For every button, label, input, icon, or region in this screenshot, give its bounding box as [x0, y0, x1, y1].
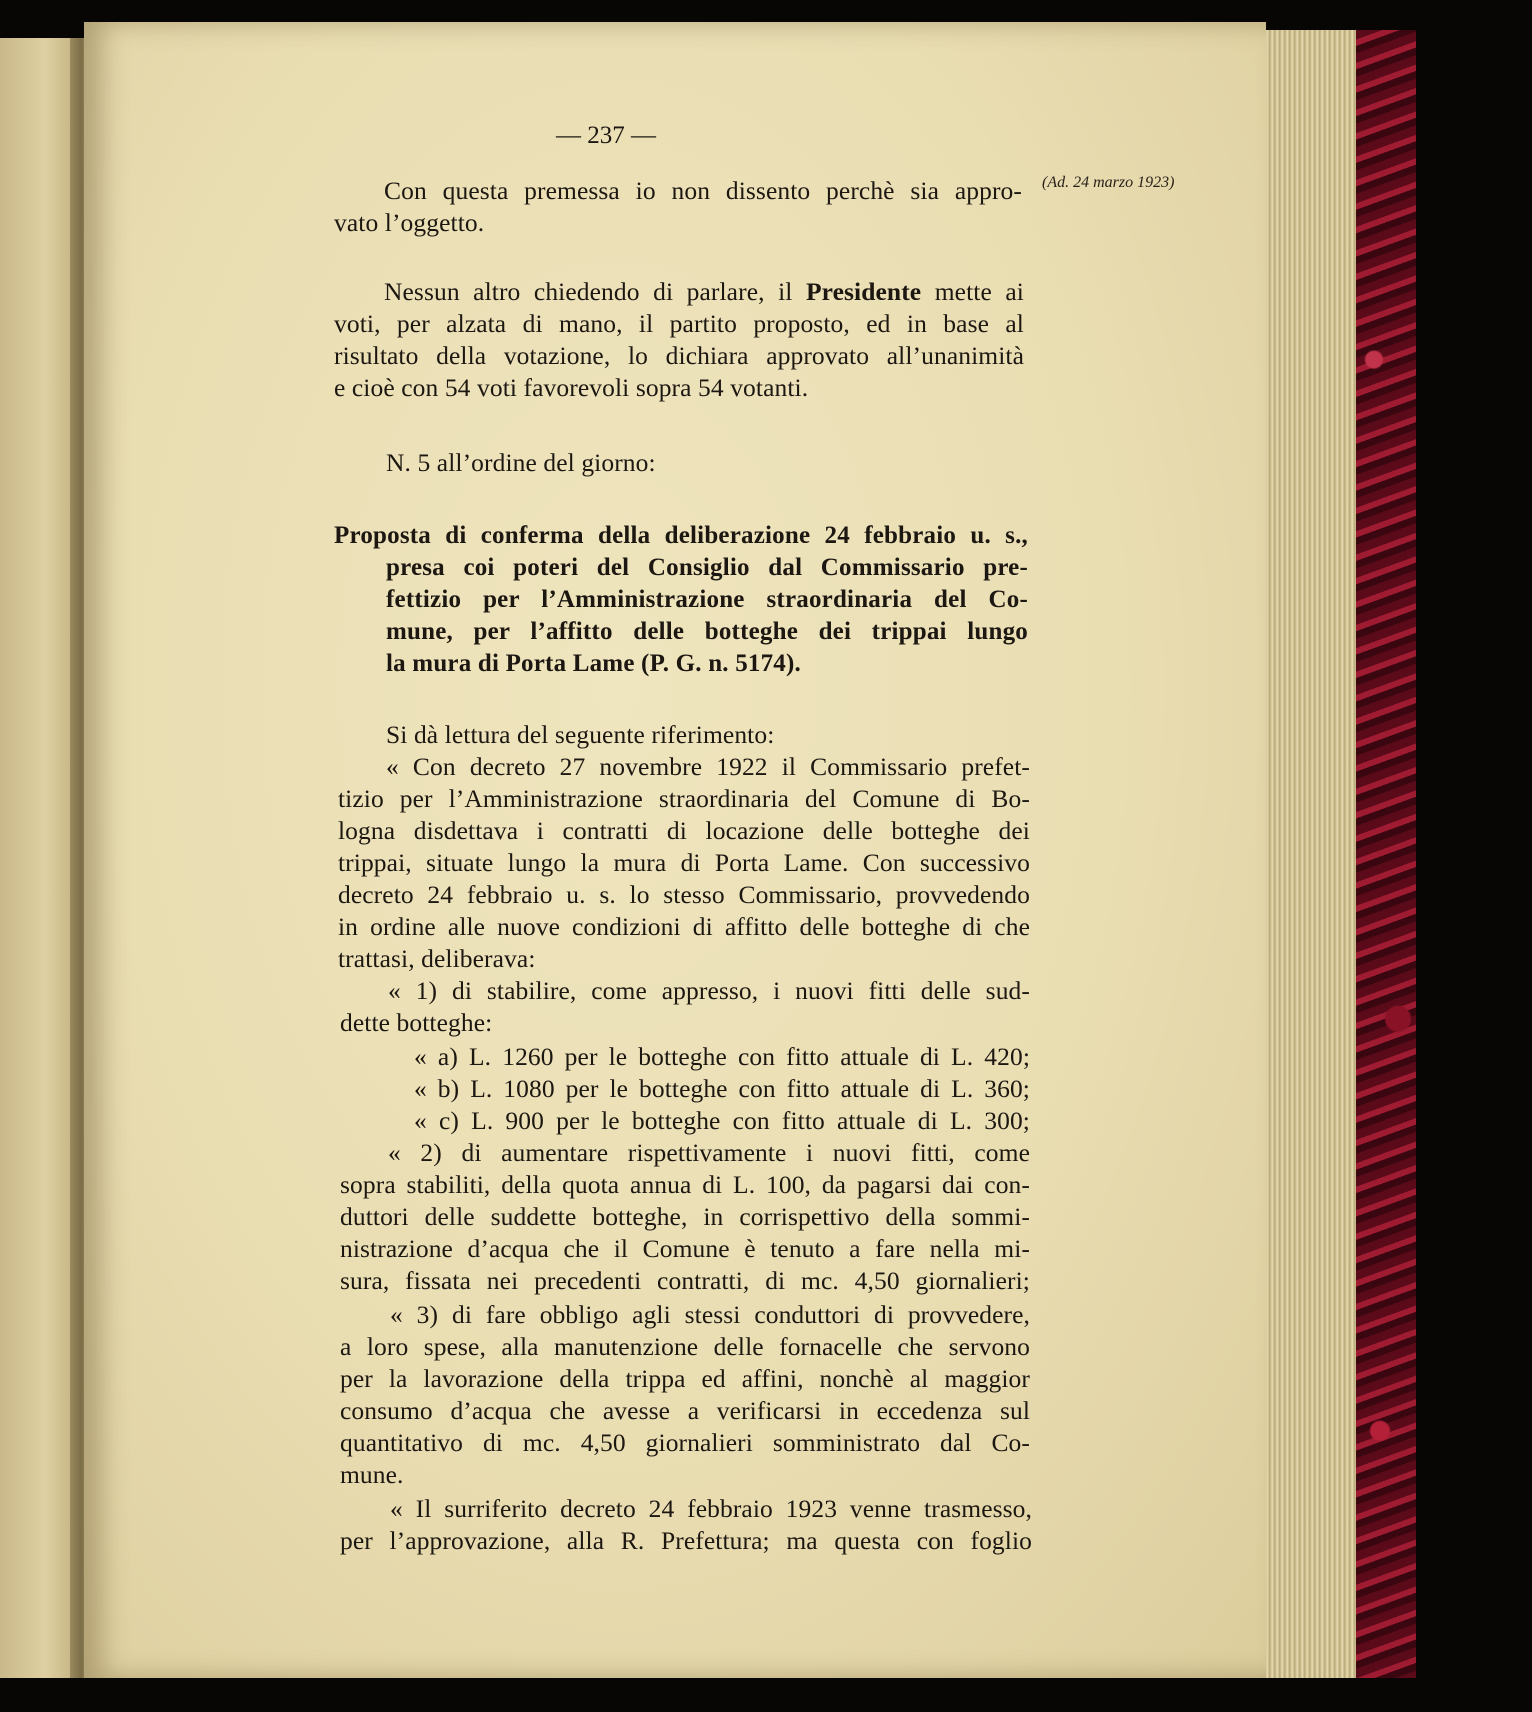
text-line: tizio per l’Amministrazione straordinaria del Comune di Bo-: [338, 784, 1030, 813]
text-line: sura, fissata nei precedenti contratti, di mc. 4,50 giornalieri;: [340, 1266, 1030, 1295]
text-line: trattasi, deliberava:: [338, 944, 536, 973]
rent-item-a: « a) L. 1260 per le botteghe con fitto attuale di L. 420;: [414, 1042, 1030, 1071]
text-line: « 3) di fare obbligo agli stessi conduttori di provvedere,: [390, 1300, 1030, 1329]
page-stack-edge: [1266, 30, 1358, 1678]
text-line: voti, per alzata di mano, il partito proposto, ed in base al: [334, 309, 1024, 338]
text-line: sopra stabiliti, della quota annua di L. 100, da pagarsi dai con-: [340, 1170, 1030, 1199]
agenda-heading-line: Proposta di conferma della deliberazione 24 febbraio u. s.,: [334, 522, 1028, 549]
text-line: dette botteghe:: [340, 1008, 493, 1037]
marbled-binding: [1356, 30, 1416, 1678]
rent-item-b: « b) L. 1080 per le botteghe con fitto attuale di L. 360;: [414, 1074, 1030, 1103]
agenda-heading-line: presa coi poteri del Consiglio dal Commissario pre-: [386, 554, 1028, 581]
text-line: nistrazione d’acqua che il Comune è tenuto a fare nella mi-: [340, 1234, 1030, 1263]
margin-date-note: (Ad. 24 marzo 1923): [1042, 174, 1175, 191]
text-line: « Con decreto 27 novembre 1922 il Commissario prefet-: [386, 752, 1030, 781]
presidente-bold: Presidente: [805, 277, 922, 306]
page-number: — 237 —: [556, 122, 656, 149]
text-line: per l’approvazione, alla R. Prefettura; ma questa con foglio: [340, 1526, 1032, 1555]
text-line: quantitativo di mc. 4,50 giornalieri somministrato dal Co-: [340, 1428, 1030, 1457]
text-line: e cioè con 54 voti favorevoli sopra 54 votanti.: [334, 373, 809, 402]
text-line: vato l’oggetto.: [334, 208, 485, 237]
text-line: « Il surriferito decreto 24 febbraio 1923 venne trasmesso,: [390, 1494, 1032, 1523]
text-line: per la lavorazione della trippa ed affini, nonchè al maggior: [340, 1364, 1030, 1393]
agenda-heading-line: mune, per l’affitto delle botteghe dei trippai lungo: [386, 618, 1028, 645]
rent-item-c: « c) L. 900 per le botteghe con fitto attuale di L. 300;: [414, 1106, 1030, 1135]
text-line: mune.: [340, 1460, 404, 1489]
text-line: « 1) di stabilire, come appresso, i nuovi fitti delle sud-: [388, 976, 1030, 1005]
agenda-heading-line: la mura di Porta Lame (P. G. n. 5174).: [386, 650, 801, 677]
text-line: « 2) di aumentare rispettivamente i nuovi fitti, come: [388, 1138, 1030, 1167]
text-line: trippai, situate lungo la mura di Porta Lame. Con successivo: [338, 848, 1030, 877]
text-line: duttori delle suddette botteghe, in corrispettivo della sommi-: [340, 1202, 1030, 1231]
text-line: Nessun altro chiedendo di parlare, il Presidente mette ai: [384, 277, 1024, 306]
agenda-heading-line: fettizio per l’Amministrazione straordinaria del Co-: [386, 586, 1028, 613]
text-line: consumo d’acqua che avesse a verificarsi in eccedenza sul: [340, 1396, 1030, 1425]
text-line: Con questa premessa io non dissento perchè sia appro-: [384, 176, 1022, 205]
text-line: N. 5 all’ordine del giorno:: [386, 448, 656, 477]
text-line: a loro spese, alla manutenzione delle fornacelle che servono: [340, 1332, 1030, 1361]
text-line: risultato della votazione, lo dichiara approvato all’unanimità: [334, 341, 1024, 370]
text-line: logna disdettava i contratti di locazione delle botteghe dei: [338, 816, 1030, 845]
text-line: Si dà lettura del seguente riferimento:: [386, 720, 775, 749]
text-line: decreto 24 febbraio u. s. lo stesso Commissario, provvedendo: [338, 880, 1030, 909]
text-line: in ordine alle nuove condizioni di affitto delle botteghe di che: [338, 912, 1030, 941]
